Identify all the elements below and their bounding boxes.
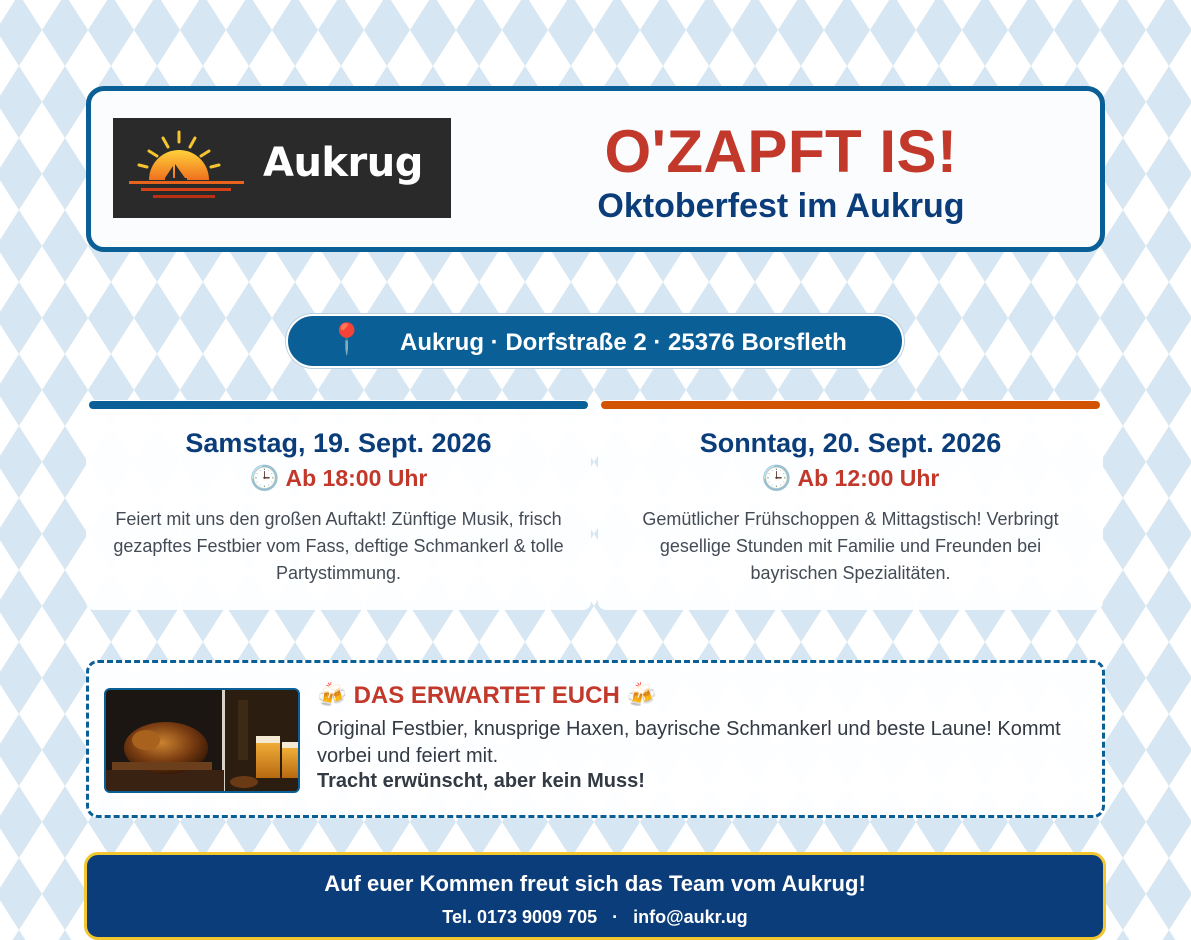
day-card-saturday: [86, 400, 591, 610]
dress-code-note: Tracht erwünscht, aber kein Muss!: [317, 770, 645, 792]
time-label: Ab 18:00 Uhr: [285, 465, 428, 491]
footer-box: [84, 852, 1106, 940]
contact-separator: ·: [612, 907, 619, 927]
card-accent-bar: [89, 401, 588, 409]
day-card-sunday: [598, 400, 1103, 610]
address-text: Aukrug · Dorfstraße 2 · 25376 Borsfleth: [400, 329, 847, 356]
card-description: Feiert mit uns den großen Auftakt! Zünftige Musik, frisch gezapftes Festbier vom Fass, deftige Schmankerl & tolle Partystimmung.: [113, 509, 564, 583]
logo-text: Aukrug: [263, 140, 423, 186]
card-date: Samstag, 19. Sept. 2026: [185, 428, 492, 458]
haxe-beer-photo-icon: [106, 690, 300, 793]
card-time: [598, 464, 1103, 493]
pin-icon: 📍: [328, 323, 366, 356]
expect-heading: [317, 681, 656, 710]
card-date: Sonntag, 20. Sept. 2026: [699, 428, 1002, 458]
header-box: [86, 86, 1105, 252]
time-label: Ab 12:00 Uhr: [797, 465, 940, 491]
page-title: O'ZAPFT IS!: [604, 118, 958, 185]
phone-number[interactable]: Tel. 0173 9009 705: [442, 907, 598, 927]
food-photo: [104, 688, 300, 793]
page-subtitle: Oktoberfest im Aukrug: [597, 187, 965, 225]
beer-mugs-icon: 🍻: [626, 682, 657, 709]
card-time: [86, 464, 591, 493]
expect-heading-text: DAS ERWARTET EUCH: [353, 682, 620, 709]
footer-contact: [87, 907, 1103, 928]
footer-message: Auf euer Kommen freut sich das Team vom Aukrug!: [324, 871, 866, 896]
beer-mugs-icon: 🍻: [317, 682, 347, 709]
clock-icon: 🕒: [761, 465, 792, 492]
address-pill: [286, 314, 904, 368]
expect-box: [86, 660, 1105, 818]
card-description: Gemütlicher Frühschoppen & Mittagstisch! Verbringt gesellige Stunden mit Familie und Freunden bei bayrischen Spezialitäten.: [642, 509, 1059, 583]
clock-icon: 🕒: [249, 465, 280, 492]
email-address[interactable]: info@aukr.ug: [633, 907, 748, 927]
expect-description: Original Festbier, knusprige Haxen, bayrische Schmankerl und beste Laune! Kommt vorbei und feiert mit.: [317, 718, 1061, 767]
aukrug-logo: [113, 118, 451, 218]
card-accent-bar: [601, 401, 1100, 409]
